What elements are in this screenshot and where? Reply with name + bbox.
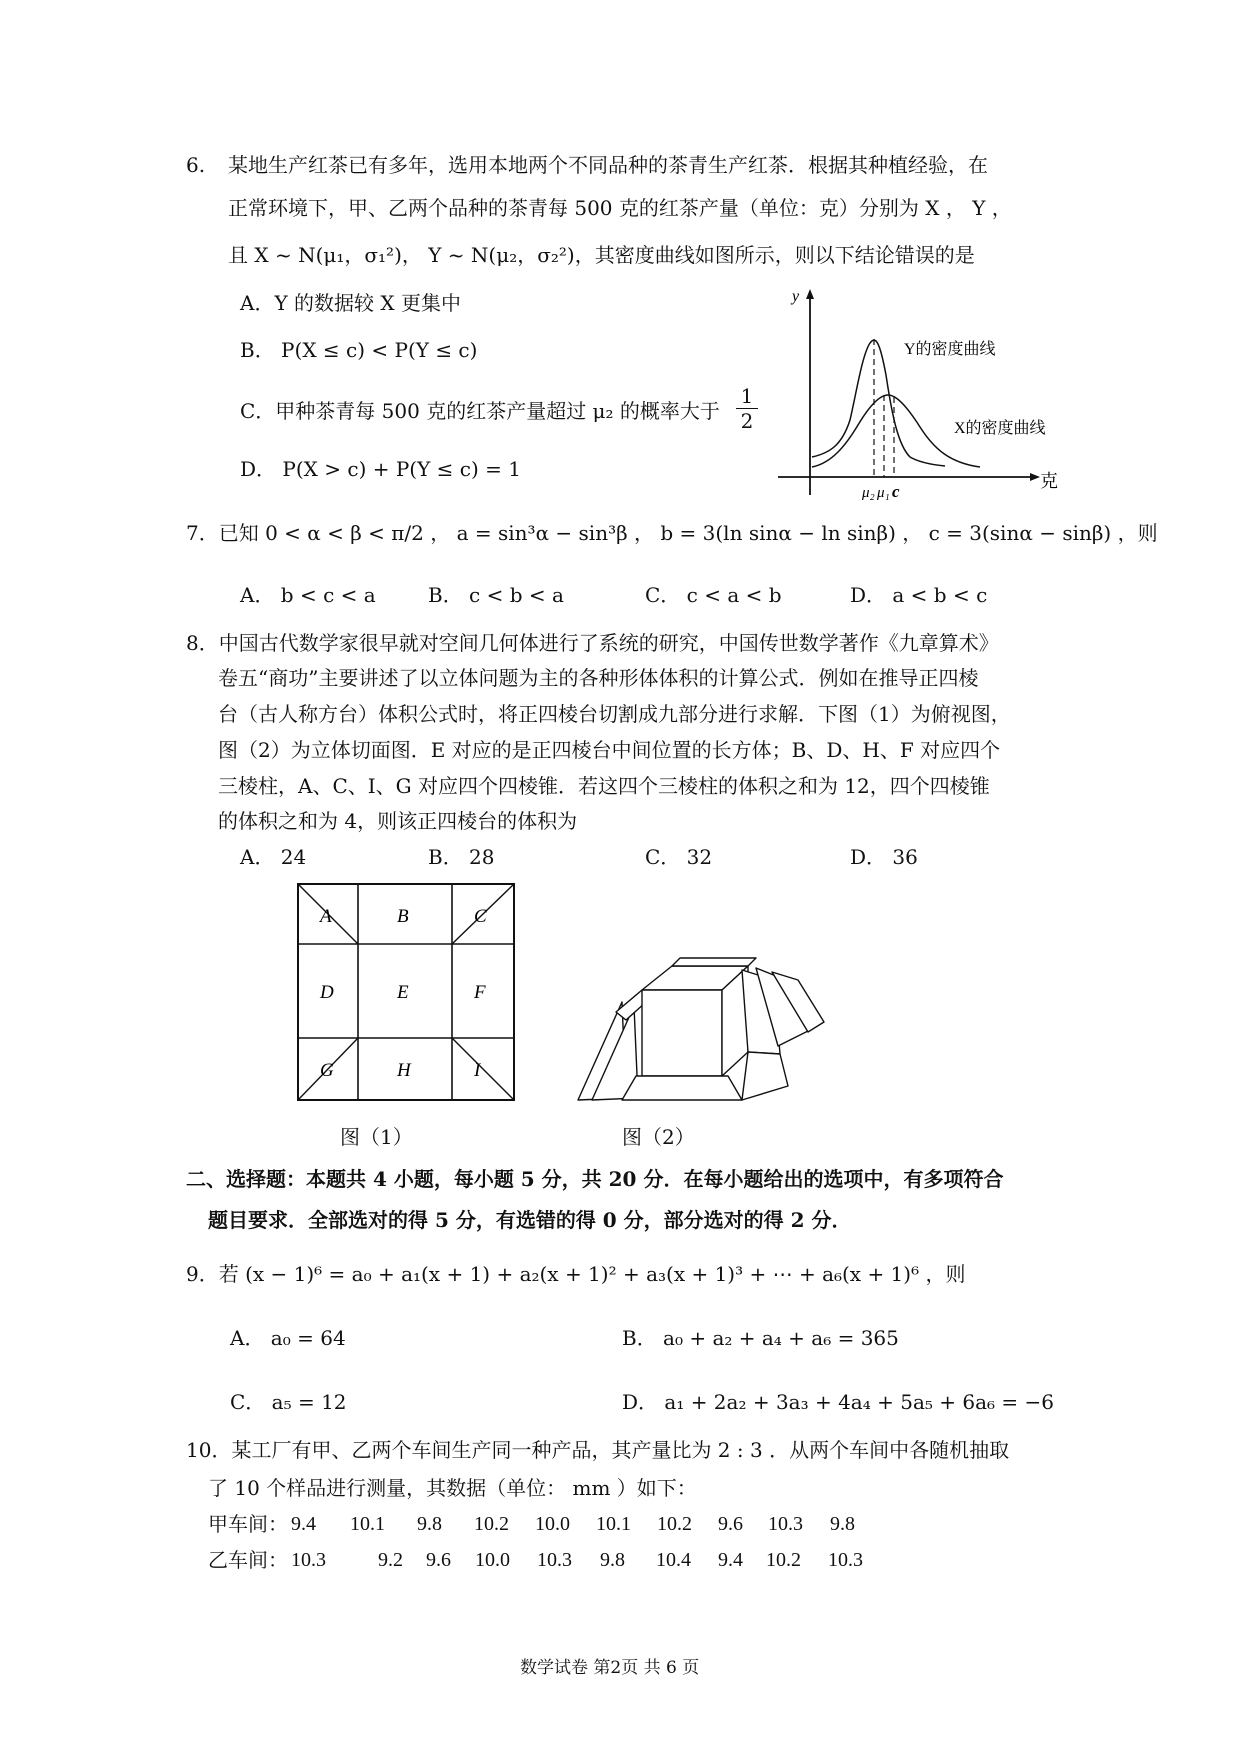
y-density-curve (812, 340, 945, 466)
grid-label-a: A (320, 906, 332, 927)
q10-row2-value: 10.3 (291, 1549, 326, 1571)
q10-row1-value: 10.0 (535, 1513, 570, 1535)
q8-option-a: A． 24 (240, 845, 307, 869)
grid-label-i: I (474, 1060, 481, 1081)
q8-option-b: B． 28 (428, 845, 495, 869)
q6-option-b: B． P(X ≤ c) < P(Y ≤ c) (240, 338, 478, 362)
x-curve-label: X的密度曲线 (954, 420, 1046, 437)
q6-line2: 正常环境下，甲、乙两个品种的茶青每 500 克的红茶产量（单位：克）分别为 X ， Y ， (228, 196, 1012, 220)
q10-row1-value: 10.3 (768, 1513, 803, 1535)
density-curve-graph (770, 285, 1060, 505)
figure-1-top-view (296, 882, 518, 1104)
q6-number: 6. (186, 153, 206, 177)
q9-line: 9．若 (x − 1)⁶ = a₀ + a₁(x + 1) + a₂(x + 1)² + a₃(x + 1)³ + ⋯ + a₆(x + 1)⁶ ，则 (186, 1262, 966, 1286)
q8-line3: 台（古人称方台）体积公式时，将正四棱台切割成九部分进行求解．下图（1）为俯视图， (218, 702, 1011, 726)
q8-option-c: C． 32 (645, 845, 713, 869)
q7-option-d: D． a < b < c (850, 583, 988, 607)
q10-row1-value: 9.8 (417, 1513, 442, 1535)
grid-label-d: D (320, 982, 334, 1003)
q10-line2: 了 10 个样品进行测量，其数据（单位： mm ）如下： (208, 1476, 697, 1500)
grid-label-f: F (474, 982, 486, 1003)
q10-row2-value: 9.6 (426, 1549, 451, 1571)
q7-line: 7．已知 0 < α < β < π/2 ， a = sin³α − sin³β ， b = 3(ln sinα − ln sinβ) ， c = 3(sinα − sinβ) ，则 (186, 521, 1158, 545)
q9-option-d: D． a₁ + 2a₂ + 3a₃ + 4a₄ + 5a₅ + 6a₆ = −6 (622, 1390, 1054, 1414)
q8-line1: 8．中国古代数学家很早就对空间几何体进行了系统的研究，中国传世数学著作《九章算术》 (186, 631, 999, 655)
y-axis-label: y (792, 288, 800, 305)
page-footer: 数学试卷 第2页 共 6 页 (520, 1658, 700, 1678)
q10-row1-value: 10.1 (596, 1513, 631, 1535)
q10-row1-value: 10.1 (350, 1513, 385, 1535)
q9-option-b: B． a₀ + a₂ + a₄ + a₆ = 365 (622, 1326, 899, 1350)
figure-2-caption: 图（2） (622, 1125, 695, 1149)
q7-option-b: B． c < b < a (428, 583, 564, 607)
q10-row2-value: 10.4 (656, 1549, 691, 1571)
q7-option-a: A． b < c < a (240, 583, 376, 607)
q10-row2-value: 10.0 (475, 1549, 510, 1571)
grid-label-c: C (474, 906, 487, 927)
q8-line6: 的体积之和为 4，则该正四棱台的体积为 (218, 809, 578, 833)
q7-option-c: C． c < a < b (645, 583, 782, 607)
q10-row1-value: 9.4 (291, 1513, 316, 1535)
q10-row2-value: 10.2 (766, 1549, 801, 1571)
x-axis-label: 克 (1040, 471, 1058, 491)
q10-row2-value: 9.4 (718, 1549, 743, 1571)
mu1-label: μ₁ (877, 485, 890, 501)
q9-option-c: C． a₅ = 12 (230, 1390, 347, 1414)
c-label: c (892, 482, 900, 501)
q10-row1-value: 10.2 (474, 1513, 509, 1535)
fraction-numerator: 1 (736, 384, 758, 409)
q6-option-d: D． P(X > c) + P(Y ≤ c) = 1 (240, 457, 521, 481)
grid-label-h: H (397, 1060, 411, 1081)
grid-label-g: G (320, 1060, 334, 1081)
y-axis-arrow-icon (806, 289, 814, 299)
section-2-heading-line2: 题目要求．全部选对的得 5 分，有选错的得 0 分，部分选对的得 2 分． (208, 1208, 852, 1232)
q10-row2-value: 9.8 (600, 1549, 625, 1571)
q9-option-a: A． a₀ = 64 (230, 1326, 346, 1350)
q10-row2-value: 9.2 (378, 1549, 403, 1571)
q10-row2-value: 10.3 (537, 1549, 572, 1571)
x-axis-arrow-icon (1030, 473, 1040, 481)
diagonal-i (452, 1038, 514, 1100)
y-curve-label: Y的密度曲线 (904, 341, 996, 358)
q8-line2: 卷五“商功”主要讲述了以立体问题为主的各种形体体积的计算公式．例如在推导正四棱 (218, 666, 979, 690)
grid-label-e: E (397, 982, 409, 1003)
q8-line4: 图（2）为立体切面图．E 对应的是正四棱台中间位置的长方体；B、D、H、F 对应四个 (218, 738, 1001, 762)
q6-line3: 且 X ~ N(μ₁，σ₁²)， Y ~ N(μ₂，σ₂²)，其密度曲线如图所示，则以下结论错误的是 (228, 243, 975, 267)
q6-option-a: A．Y 的数据较 X 更集中 (240, 291, 461, 315)
q6-option-c: C．甲种茶青每 500 克的红茶产量超过 μ₂ 的概率大于 (240, 399, 720, 423)
mu2-label: μ₂ (862, 485, 875, 501)
section-2-heading-line1: 二、选择题：本题共 4 小题，每小题 5 分，共 20 分．在每小题给出的选项中，有多项符合 (186, 1167, 1004, 1191)
figure-1-caption: 图（1） (340, 1125, 413, 1149)
q10-line1: 10．某工厂有甲、乙两个车间生产同一种产品，其产量比为 2 : 3 ．从两个车间中各随机抽取 (186, 1438, 1010, 1462)
q8-option-d: D． 36 (850, 845, 918, 869)
q10-row1-label: 甲车间： (208, 1512, 288, 1536)
q10-row1-value: 9.6 (718, 1513, 743, 1535)
figure-2-solid-section (572, 950, 842, 1110)
q6-option-c-fraction (736, 384, 758, 433)
grid-label-b: B (397, 906, 409, 927)
q6-line1: 某地生产红茶已有多年，选用本地两个不同品种的茶青生产红茶．根据其种植经验，在 (228, 153, 988, 177)
q10-row2-value: 10.3 (828, 1549, 863, 1571)
fraction-denominator: 2 (740, 409, 754, 433)
q10-row1-value: 9.8 (830, 1513, 855, 1535)
q8-line5: 三棱柱，A、C、I、G 对应四个四棱锥．若这四个三棱柱的体积之和为 12，四个四棱锥 (218, 774, 990, 798)
q10-row1-value: 10.2 (657, 1513, 692, 1535)
q10-row2-label: 乙车间： (208, 1548, 288, 1572)
